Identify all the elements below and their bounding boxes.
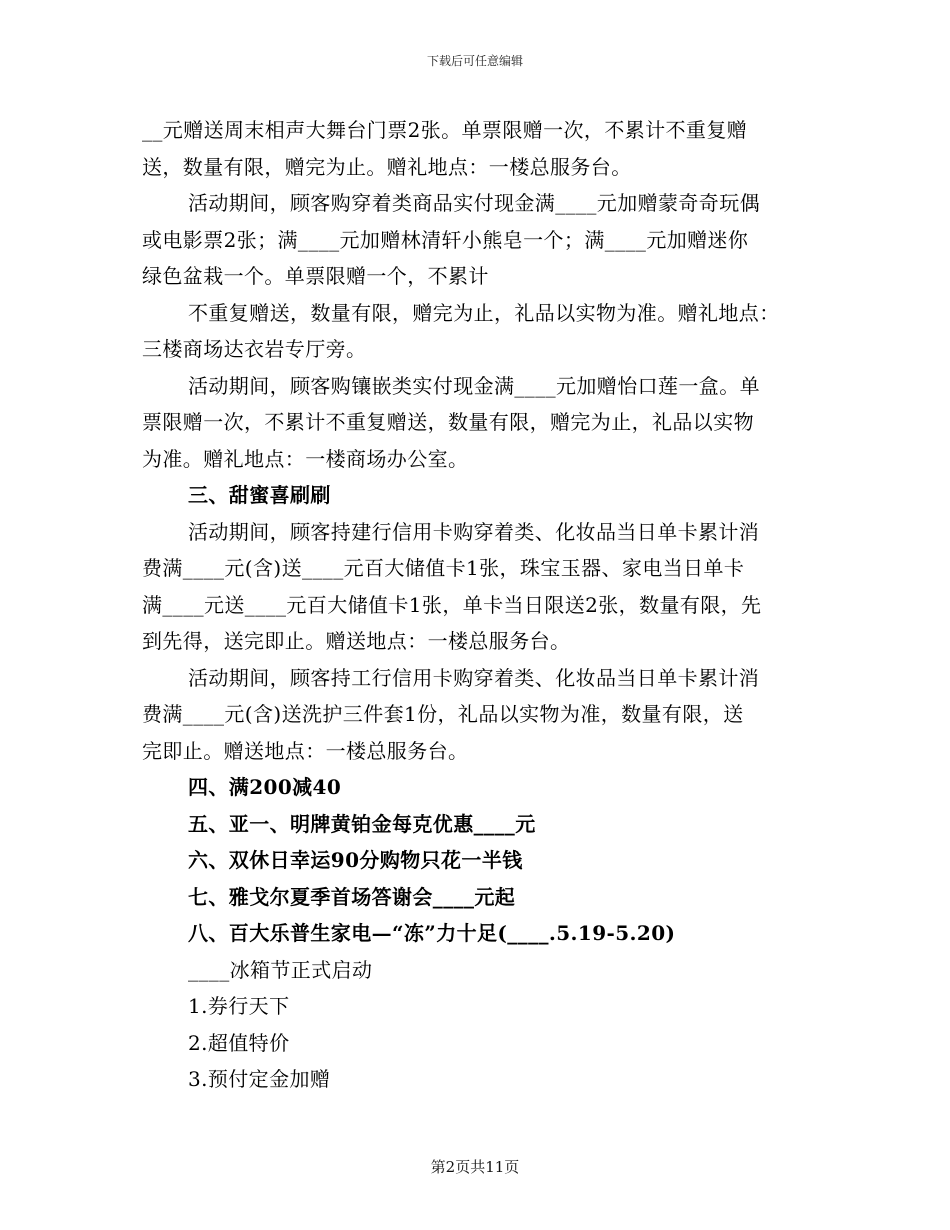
text-line: 到先得，送完即止。赠送地点：一楼总服务台。: [142, 629, 571, 653]
text-line: 三楼商场达衣岩专厅旁。: [142, 337, 367, 361]
text-line: 活动期间，顾客持工行信用卡购穿着类、化妆品当日单卡累计消: [188, 665, 760, 690]
page-footer: 第2页共11页: [430, 1158, 520, 1176]
list-item: 1.券行天下: [188, 994, 290, 1018]
page-header: 下载后可任意编辑: [426, 54, 523, 68]
section-heading-3: 三、甜蜜喜刷刷: [188, 483, 331, 507]
paragraph-ccb-card: [142, 514, 810, 660]
subheading-fridge-festival: ____冰箱节正式启动: [188, 957, 373, 982]
section-heading-8: 八、百大乐普生家电—“冻”力十足(____.5.19-5.20): [188, 921, 676, 945]
paragraph-icbc-card: [142, 660, 810, 770]
text-line: 票限赠一次，不累计不重复赠送，数量有限，赠完为止，礼品以实物: [142, 410, 754, 434]
text-line: __元赠送周末相声大舞台门票2张。单票限赠一次，不累计不重复赠: [142, 118, 748, 142]
text-line: 活动期间，顾客购镶嵌类实付现金满____元加赠怡口莲一盒。单: [188, 373, 760, 398]
list-item: 3.预付定金加赠: [188, 1067, 331, 1091]
text-line: 费满____元(含)送洗护三件套1份，礼品以实物为准，数量有限，送: [142, 702, 744, 726]
document-body: [142, 112, 810, 1098]
text-line: 不重复赠送，数量有限，赠完为止，礼品以实物为准。赠礼地点：: [188, 300, 780, 325]
section-heading-7: 七、雅戈尔夏季首场答谢会____元起: [188, 884, 516, 909]
text-line: 活动期间，顾客购穿着类商品实付现金满____元加赠蒙奇奇玩偶: [188, 191, 760, 215]
section-heading-5: 五、亚一、明牌黄铂金每克优惠____元: [188, 811, 536, 836]
text-line: 满____元送____元百大储值卡1张，单卡当日限送2张，数量有限，先: [142, 592, 762, 617]
text-line: 送，数量有限，赠完为止。赠礼地点：一楼总服务台。: [142, 154, 632, 179]
section-heading-4: 四、满200减40: [188, 775, 342, 799]
list-item: 2.超值特价: [188, 1030, 290, 1055]
text-line: 完即止。赠送地点：一楼总服务台。: [142, 738, 469, 763]
text-line: 绿色盆栽一个。单票限赠一个，不累计: [142, 264, 489, 288]
text-line: 或电影票2张；满____元加赠林清轩小熊皂一个；满____元加赠迷你: [142, 227, 749, 252]
text-line: 费满____元(含)送____元百大储值卡1张，珠宝玉器、家电当日单卡: [142, 556, 745, 580]
section-heading-6: 六、双休日幸运90分购物只花一半钱: [188, 848, 523, 872]
paragraph-jewelry-gift: [142, 368, 810, 478]
text-line: 活动期间，顾客持建行信用卡购穿着类、化妆品当日单卡累计消: [188, 519, 760, 544]
paragraph-gift-ticket: [142, 112, 810, 185]
paragraph-gift-rules: [142, 295, 810, 368]
text-line: 为准。赠礼地点：一楼商场办公室。: [142, 446, 469, 471]
paragraph-apparel-gift: [142, 185, 810, 295]
